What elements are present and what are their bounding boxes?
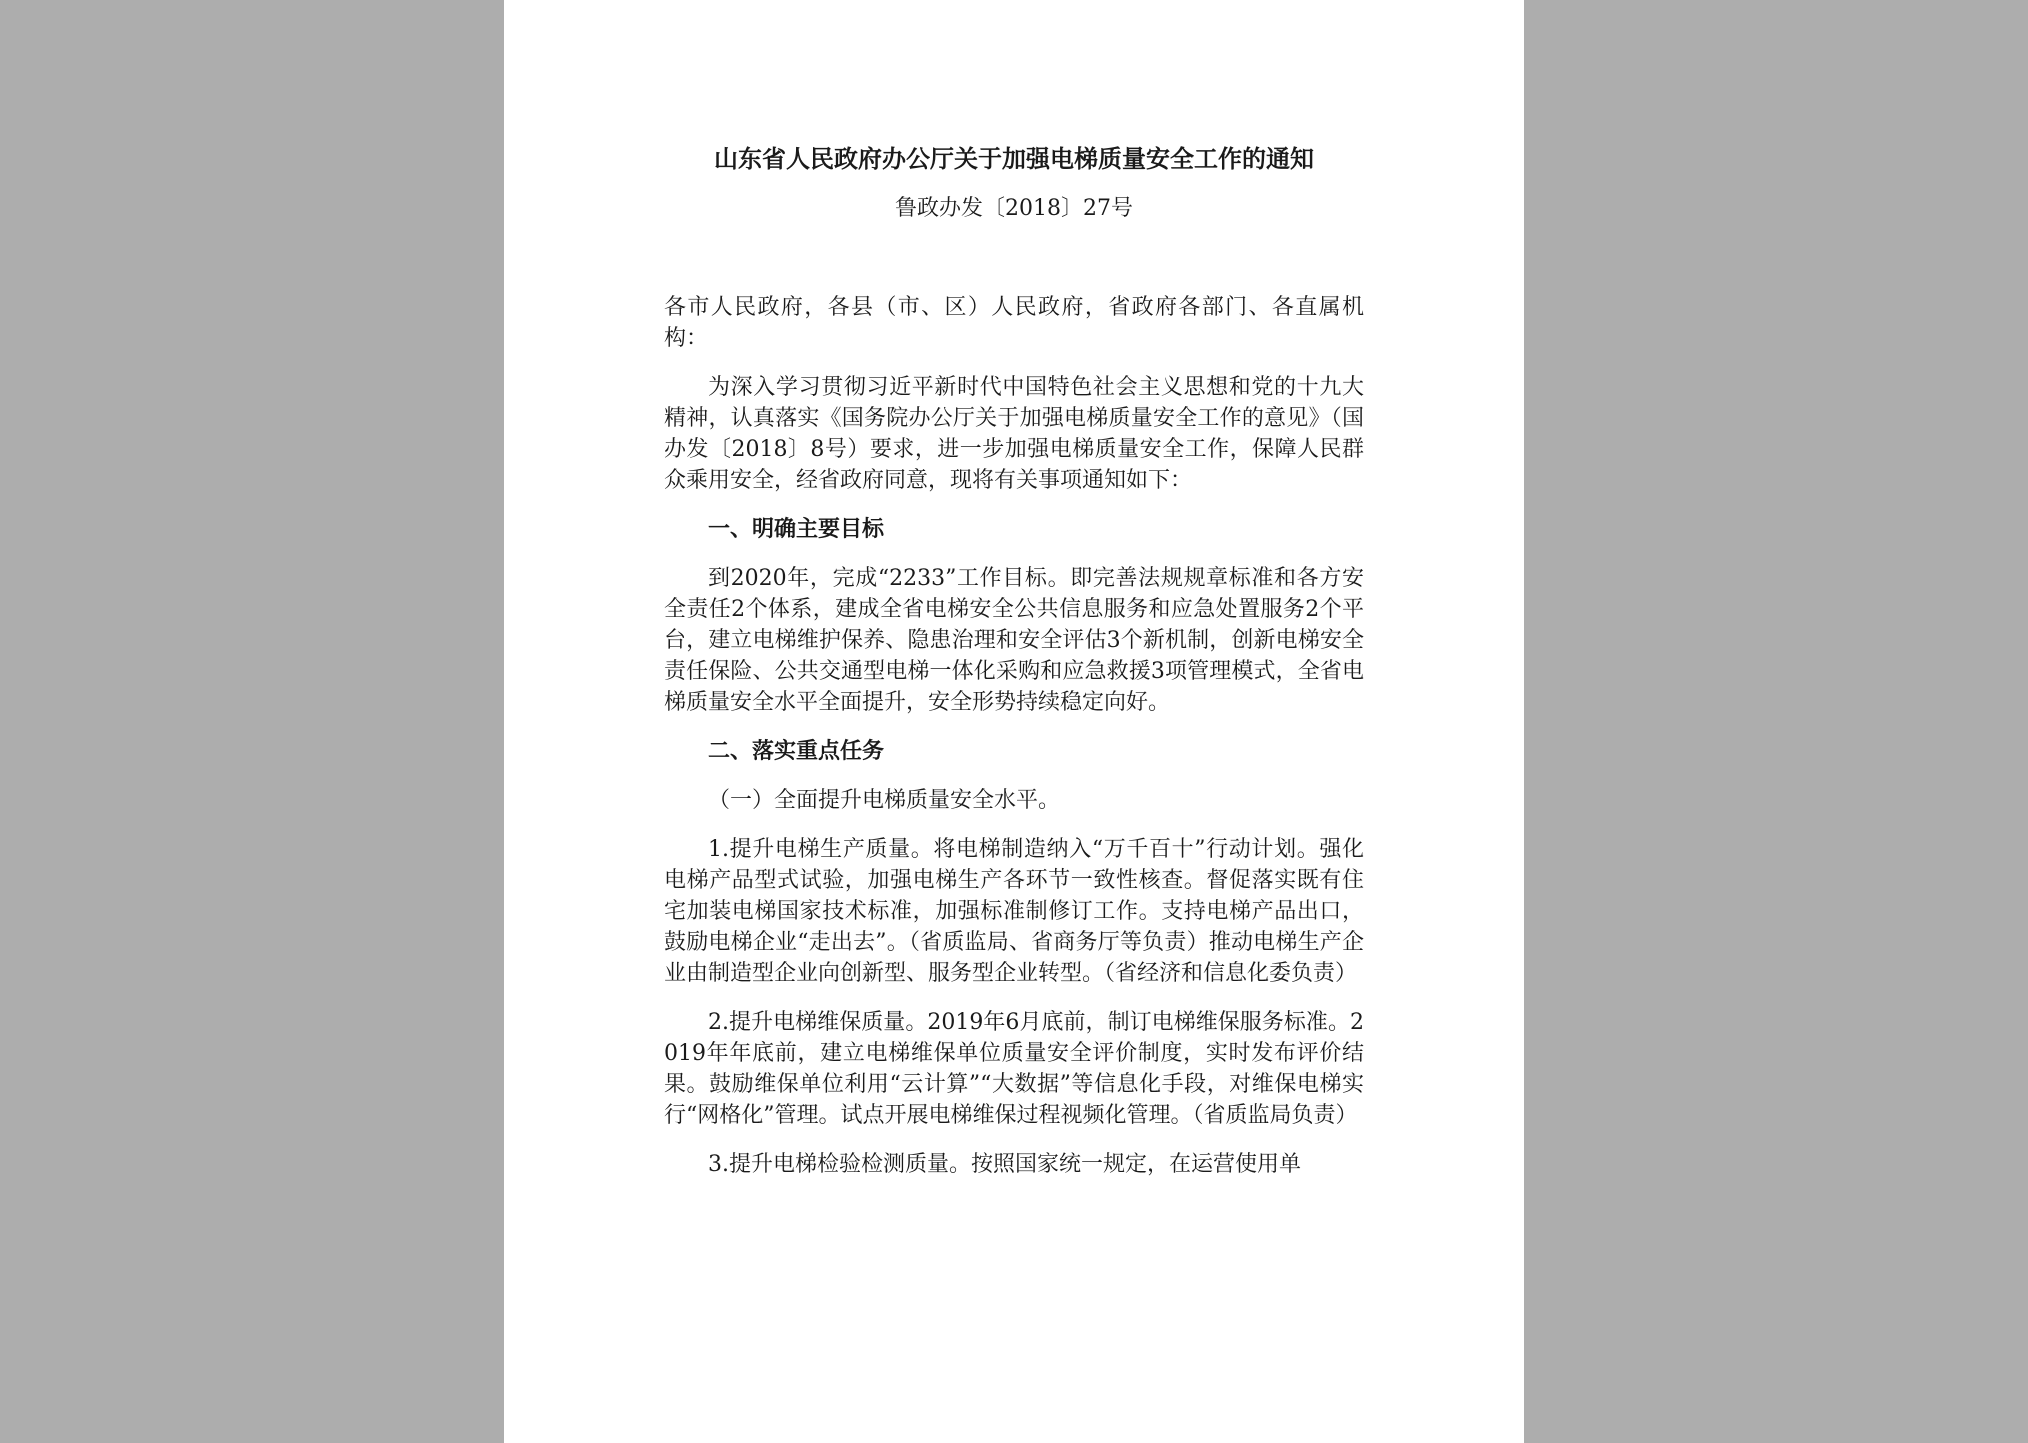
document-title: 山东省人民政府办公厅关于加强电梯质量安全工作的通知	[714, 144, 1314, 173]
document-number: 鲁政办发〔2018〕27号	[895, 196, 1133, 221]
item-paragraph-1: 1.提升电梯生产质量。将电梯制造纳入“万千百十”行动计划。强化电梯产品型式试验，加强电梯生产各环节一致性核查。督促落实既有住宅加装电梯国家技术标准，加强标准制修订工作。支持电梯产品出口，鼓励电梯企业“走出去”。（省质监局、省商务厅等负责）推动电梯生产企业由制造型企业向创新型、服务型企业转型。（省经济和信息化委负责）	[664, 837, 1364, 986]
subsection-heading-1: （一）全面提升电梯质量安全水平。	[708, 788, 1061, 813]
section-heading-2: 二、落实重点任务	[708, 738, 885, 764]
document-body	[664, 292, 1364, 1198]
salutation: 各市人民政府，各县（市、区）人民政府，省政府各部门、各直属机构：	[664, 295, 1364, 351]
section-1-paragraph: 到2020年，完成“2233”工作目标。即完善法规规章标准和各方安全责任2个体系，建成全省电梯安全公共信息服务和应急处置服务2个平台，建立电梯维护保养、隐患治理和安全评估3个新机制，创新电梯安全责任保险、公共交通型电梯一体化采购和应急救援3项管理模式，全省电梯质量安全水平全面提升，安全形势持续稳定向好。	[664, 566, 1364, 715]
item-paragraph-2: 2.提升电梯维保质量。2019年6月底前，制订电梯维保服务标准。2019年年底前，建立电梯维保单位质量安全评价制度，实时发布评价结果。鼓励维保单位利用“云计算”“大数据”等信息化手段，对维保电梯实行“网格化”管理。试点开展电梯维保过程视频化管理。（省质监局负责）	[664, 1010, 1364, 1128]
document-page	[504, 0, 1524, 1443]
section-heading-1: 一、明确主要目标	[708, 516, 885, 542]
item-paragraph-3: 3.提升电梯检验检测质量。按照国家统一规定，在运营使用单	[708, 1152, 1301, 1177]
intro-paragraph: 为深入学习贯彻习近平新时代中国特色社会主义思想和党的十九大精神，认真落实《国务院办公厅关于加强电梯质量安全工作的意见》（国办发〔2018〕8号）要求，进一步加强电梯质量安全工作，保障人民群众乘用安全，经省政府同意，现将有关事项通知如下：	[664, 375, 1364, 493]
